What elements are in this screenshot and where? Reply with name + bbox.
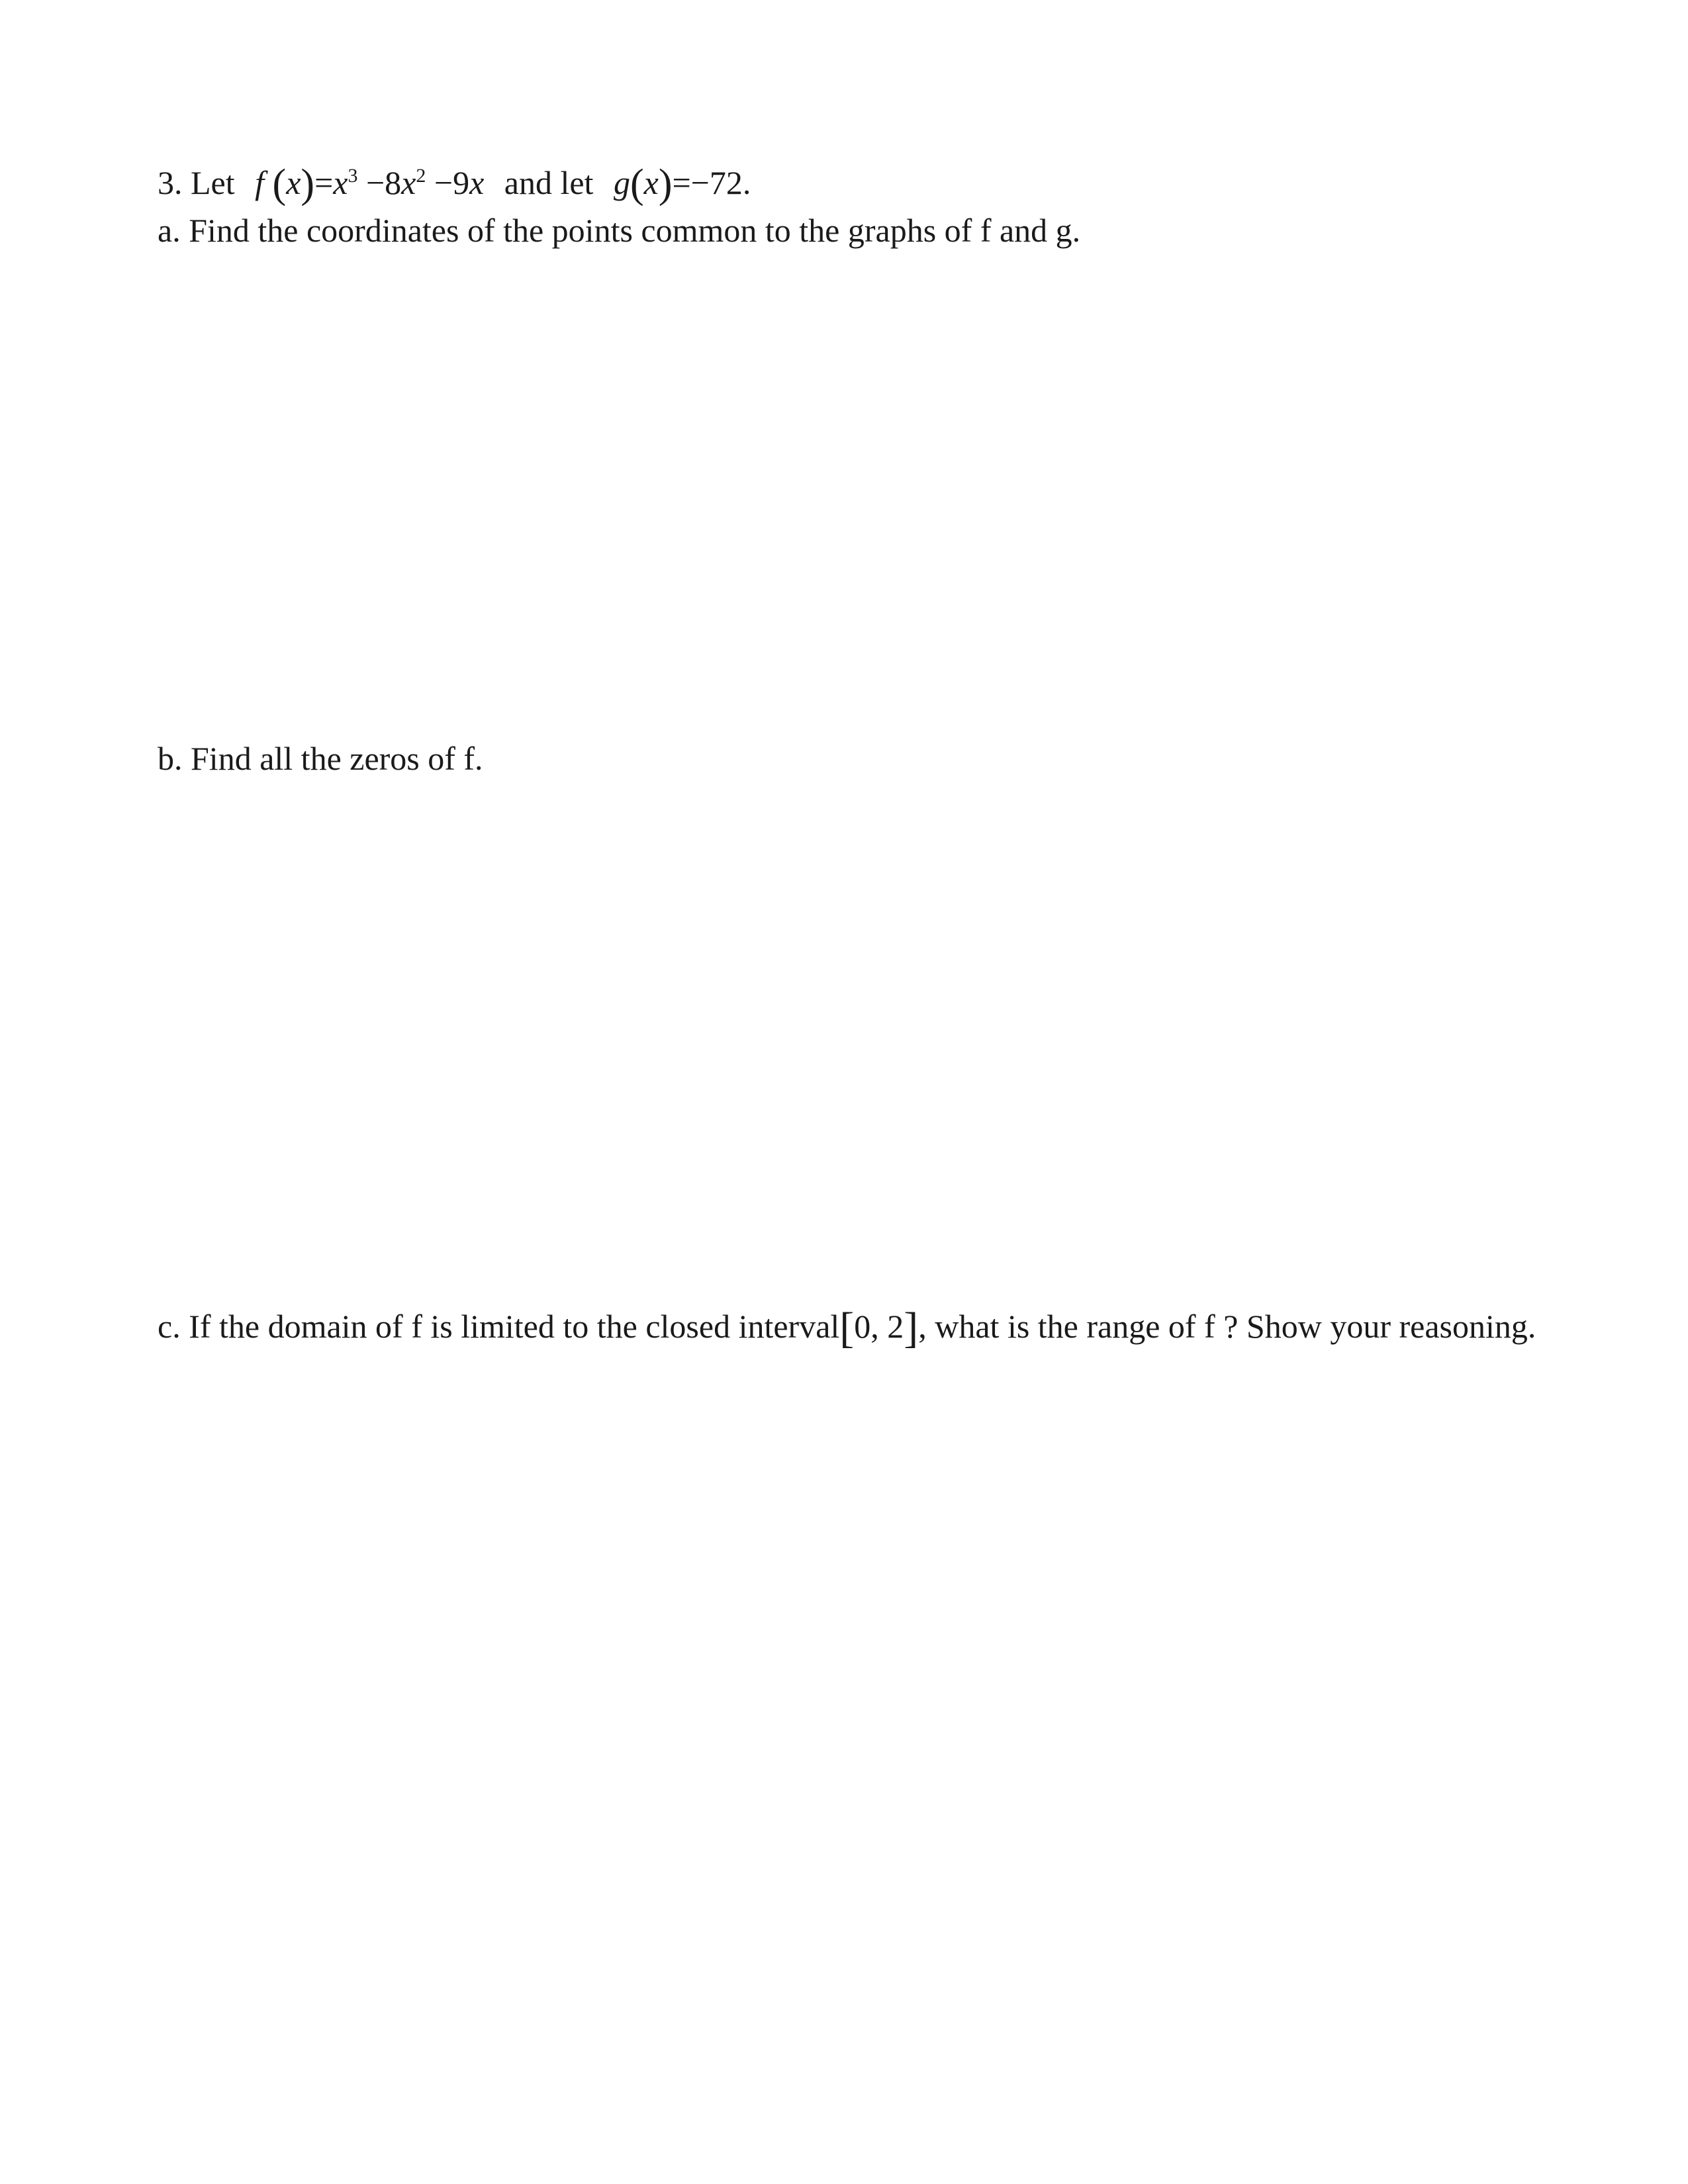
part-c-text-after: , what is the range of f ? Show your reasoning. — [918, 1308, 1536, 1345]
f-term3-var: x — [469, 164, 485, 201]
g-symbol: g — [613, 164, 630, 201]
interval-values: 0, 2 — [854, 1308, 904, 1345]
problem-statement — [158, 161, 751, 205]
g-value: −72 — [690, 164, 743, 201]
connector-text: and let — [504, 164, 594, 201]
f-equals: = — [314, 164, 334, 201]
g-definition: g(x)=−72 — [613, 161, 743, 206]
f-term1-var: x — [333, 164, 348, 201]
f-term2-coef: 8 — [385, 164, 402, 201]
problem-intro: Let — [191, 164, 235, 201]
f-definition: f $(x)=x^3 -8x^2 -9x$ — [255, 161, 485, 206]
f-symbol: f — [255, 164, 265, 201]
f-term2-exponent: 2 — [416, 165, 426, 187]
problem-number: 3. — [158, 164, 183, 201]
g-equals: = — [672, 164, 691, 201]
part-b: b. Find all the zeros of f. — [158, 740, 483, 777]
f-minus-2: − — [434, 164, 453, 201]
f-term3-coef: 9 — [453, 164, 470, 201]
f-minus-1: − — [365, 164, 385, 201]
f-term2-var: x — [401, 164, 416, 201]
part-a: a. Find the coordinates of the points common to the graphs of f and g. — [158, 212, 1081, 249]
f-var: x — [286, 164, 301, 201]
f-term1-exponent: 3 — [348, 165, 358, 187]
statement-period: . — [742, 164, 751, 201]
part-c: c. If the domain of f is limited to the closed interval[0, 2], what is the range of f ? Show your reasoning. — [158, 1304, 1536, 1352]
g-var: x — [643, 164, 659, 201]
part-c-text-before: c. If the domain of f is limited to the closed interval — [158, 1308, 840, 1345]
